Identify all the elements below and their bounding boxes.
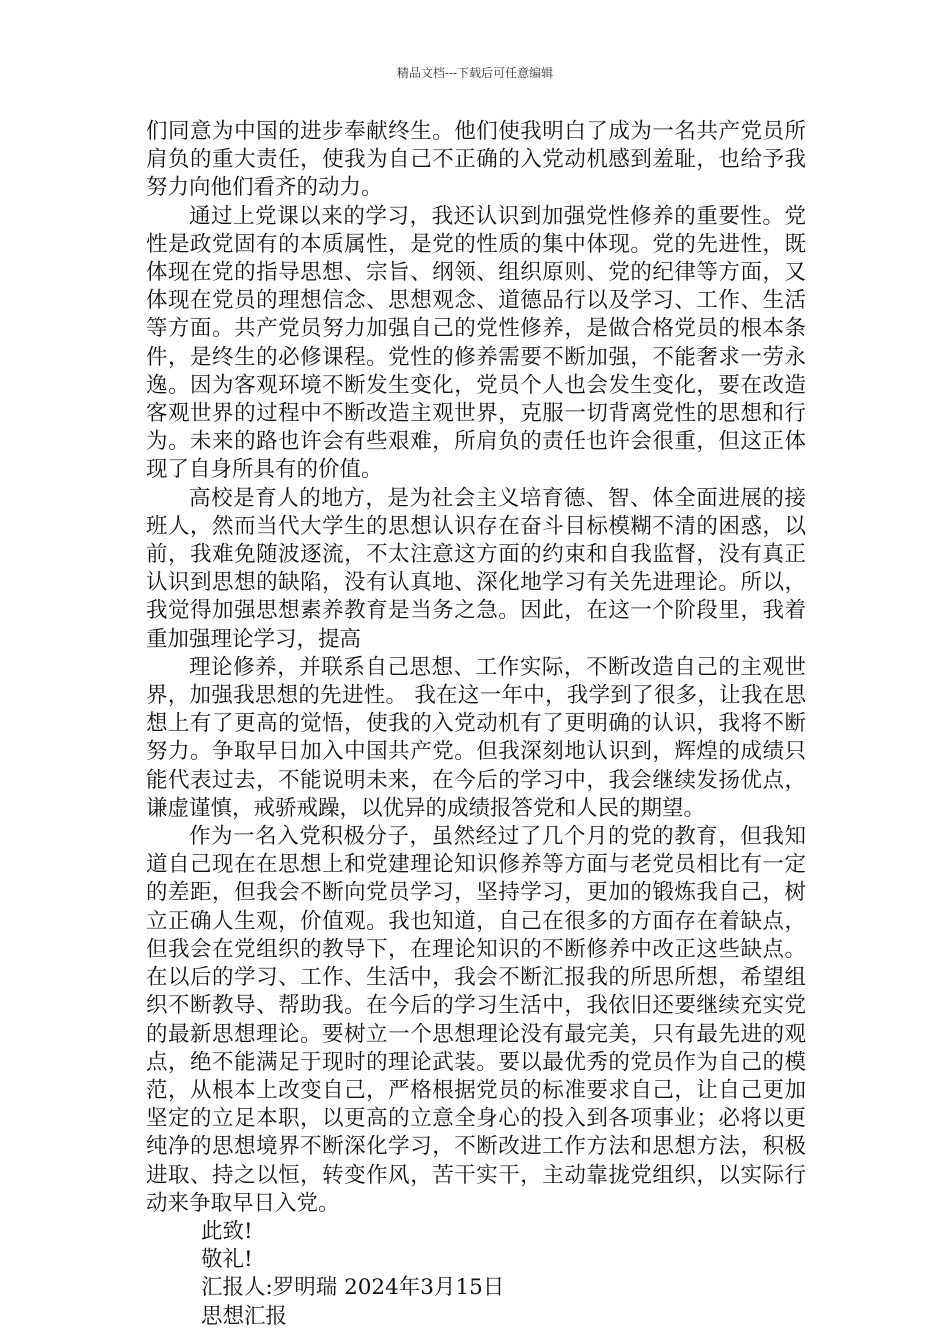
paragraph-university: 高校是育人的地方，是为社会主义培育德、智、体全面进展的接班人，然而当代大学生的思想认识存在奋斗目标模糊不清的困惑，以前，我难免随波逐流，不太注意这方面的约束和自我监督，没有真正认识到思想的缺陷，没有认真地、深化地学习有关先进理论。所以，我觉得加强思想素养教育是当务之急。因此，在这一个阶段里，我着重加强理论学习，提高 bbox=[146, 485, 806, 652]
signature-line: 汇报人:罗明瑞 2024年3月15日 bbox=[201, 1275, 505, 1301]
page-header: 精品文档---下载后可任意编辑 bbox=[396, 66, 554, 80]
document-body bbox=[146, 118, 806, 1331]
closing-regards: 敬礼! bbox=[201, 1247, 253, 1273]
paragraph-activist: 作为一名入党积极分子，虽然经过了几个月的党的教育，但我知道自己现在在思想上和党建理论知识修养等方面与老党员相比有一定的差距，但我会不断向党员学习，坚持学习，更加的锻炼我自己，树立正确人生观，价值观。我也知道，自己在很多的方面存在着缺点，但我会在党组织的教导下，在理论知识的不断修养中改正这些缺点。在以后的学习、工作、生活中，我会不断汇报我的所思所想，希望组织不断教导、帮助我。在今后的学习生活中，我依旧还要继续充实党的最新思想理论。要树立一个思想理论没有最完美，只有最先进的观点，绝不能满足于现时的理论武装。要以最优秀的党员作为自己的模范，从根本上改变自己，严格根据党员的标准要求自己，让自己更加坚定的立足本职，以更高的立意全身心的投入到各项事业；必将以更纯净的思想境界不断深化学习，不断改进工作方法和思想方法，积极进取、持之以恒，转变作风，苦干实干，主动靠拢党组织，以实际行动来争取早日入党。 bbox=[146, 824, 806, 1216]
paragraph-continuation: 们同意为中国的进步奉献终生。他们使我明白了成为一名共产党员所肩负的重大责任，使我为自己不正确的入党动机感到羞耻，也给予我努力向他们看齐的动力。 bbox=[146, 119, 806, 201]
paragraph-theory: 理论修养，并联系自己思想、工作实际，不断改造自己的主观世界，加强我思想的先进性。 我在这一年中，我学到了很多，让我在思想上有了更高的觉悟，使我的入党动机有了更明确的认识，我将不断努力。争取早日加入中国共产党。但我深刻地认识到，辉煌的成绩只能代表过去，不能说明未来，在今后的学习中，我会继续发扬优点，谦虚谨慎，戒骄戒躁，以优异的成绩报答党和人民的期望。 bbox=[146, 654, 806, 821]
paragraph-party-spirit: 通过上党课以来的学习，我还认识到加强党性修养的重要性。党性是政党固有的本质属性，是党的性质的集中体现。党的先进性，既体现在党的指导思想、宗旨、纲领、组织原则、党的纪律等方面，又体现在党员的理想信念、思想观念、道德品行以及学习、工作、生活等方面。共产党员努力加强自己的党性修养，是做合格党员的根本条件，是终生的必修课程。党性的修养需要不断加强，不能奢求一劳永逸。因为客观环境不断发生变化，党员个人也会发生变化，要在改造客观世界的过程中不断改造主观世界，克服一切背离党性的思想和行为。未来的路也许会有些艰难，所肩负的责任也许会很重，但这正体现了自身所具有的价值。 bbox=[146, 203, 806, 483]
closing-salutation: 此致! bbox=[201, 1218, 253, 1244]
footer-title: 思想汇报 bbox=[201, 1303, 288, 1329]
